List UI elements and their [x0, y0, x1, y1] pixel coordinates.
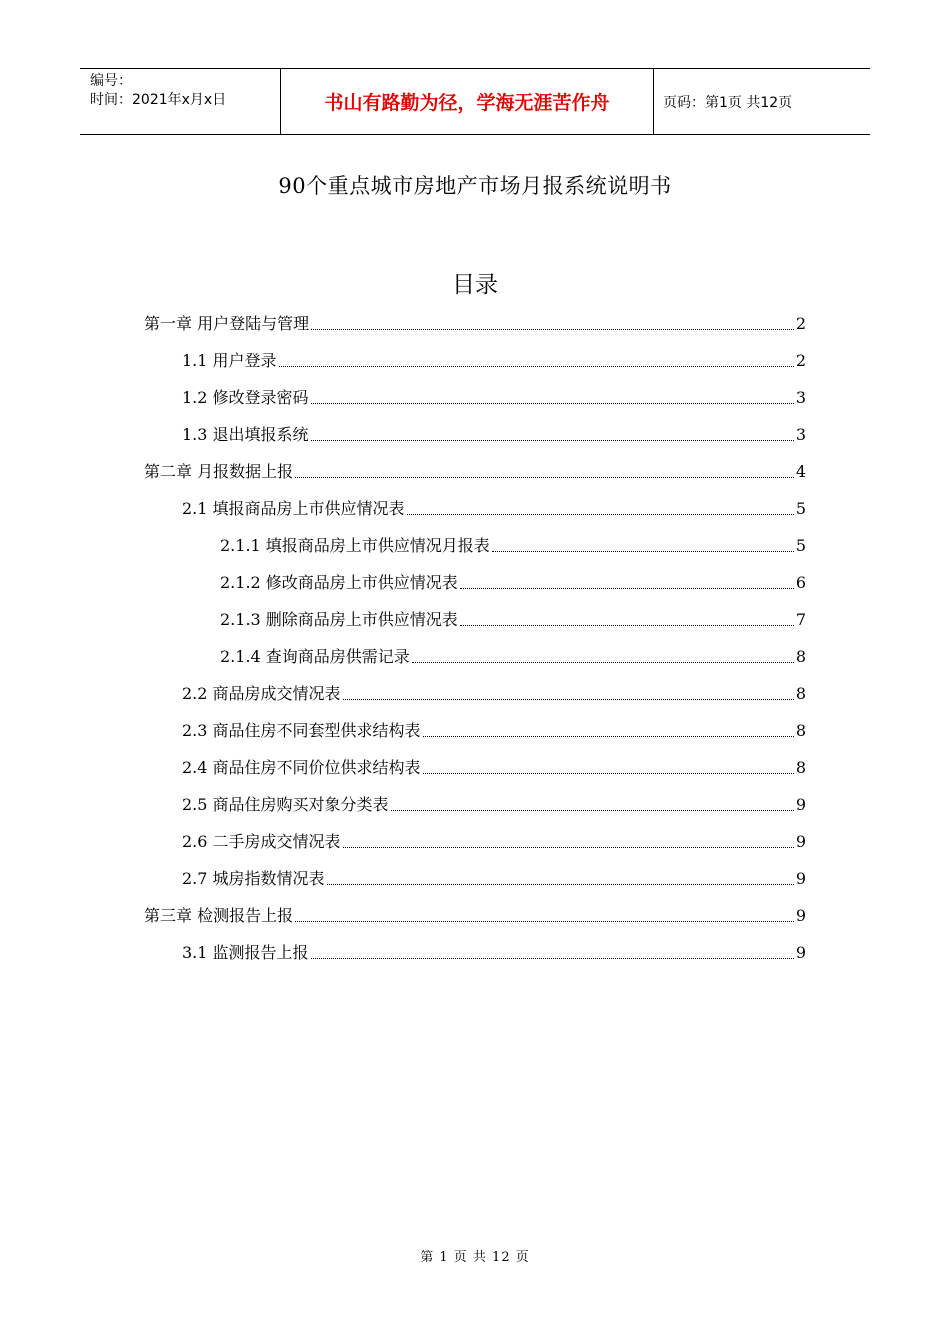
toc-entry-label: 1.2 修改登录密码 [182, 388, 309, 407]
toc-entry-label: 2.7 城房指数情况表 [182, 869, 325, 888]
toc-entry[interactable] [220, 525, 806, 562]
toc-entry[interactable] [182, 488, 806, 525]
toc-entry-label: 3.1 监测报告上报 [182, 943, 309, 962]
toc-entry-page: 9 [795, 795, 806, 814]
toc-entry[interactable] [182, 932, 806, 969]
page-footer: 第 1 页 共 12 页 [420, 1250, 530, 1265]
toc-entry-page: 9 [795, 943, 806, 962]
header-motto: 书山有路勤为径，学海无涯苦作舟 [281, 69, 654, 134]
toc-entry-label: 2.1.4 查询商品房供需记录 [220, 647, 410, 666]
toc-heading: 目录 [452, 272, 498, 298]
toc-entry-label: 2.3 商品住房不同套型供求结构表 [182, 721, 421, 740]
toc-entry[interactable] [182, 377, 806, 414]
header-page-info: 页码：第1页 共12页 [663, 94, 793, 111]
page-header [80, 68, 870, 135]
toc-dot-leader [311, 957, 794, 959]
toc-entry-label: 2.6 二手房成交情况表 [182, 832, 341, 851]
toc-entry-page: 5 [795, 536, 806, 555]
toc-dot-leader [311, 328, 794, 330]
toc-entry[interactable] [182, 340, 806, 377]
toc-entry-label: 2.1 填报商品房上市供应情况表 [182, 499, 405, 518]
toc-dot-leader [423, 735, 794, 737]
toc-entry-page: 3 [795, 425, 806, 444]
toc-dot-leader [295, 476, 794, 478]
toc-entry-page: 5 [795, 499, 806, 518]
toc-entry[interactable] [220, 599, 806, 636]
toc-entry[interactable] [144, 895, 806, 932]
header-number: 编号： [90, 73, 132, 89]
toc-entry[interactable] [144, 451, 806, 488]
toc-entry[interactable] [182, 710, 806, 747]
toc-entry-label: 1.1 用户登录 [182, 351, 277, 370]
toc-entry[interactable] [182, 784, 806, 821]
toc-entry-label: 2.1.3 删除商品房上市供应情况表 [220, 610, 458, 629]
toc-entry-page: 8 [795, 758, 806, 777]
toc-dot-leader [279, 365, 794, 367]
header-meta [80, 69, 281, 134]
toc-dot-leader [295, 920, 794, 922]
header-time: 时间：2021年x月x日 [90, 92, 227, 108]
toc-entry-label: 第一章 用户登陆与管理 [144, 314, 310, 333]
toc-entry-page: 9 [795, 832, 806, 851]
toc-entry-label: 1.3 退出填报系统 [182, 425, 309, 444]
toc-dot-leader [460, 624, 794, 626]
toc-dot-leader [391, 809, 794, 811]
toc-dot-leader [311, 402, 794, 404]
toc-entry-label: 2.4 商品住房不同价位供求结构表 [182, 758, 421, 777]
toc-entry-page: 9 [795, 869, 806, 888]
toc-entry-label: 2.1.2 修改商品房上市供应情况表 [220, 573, 458, 592]
toc-entry-label: 2.5 商品住房购买对象分类表 [182, 795, 389, 814]
toc-entry-page: 4 [795, 462, 806, 481]
toc-entry[interactable] [220, 562, 806, 599]
toc-entry-page: 8 [795, 684, 806, 703]
toc-entry[interactable] [182, 414, 806, 451]
toc-dot-leader [492, 550, 794, 552]
toc-entry-page: 9 [795, 906, 806, 925]
toc-entry-page: 2 [795, 314, 806, 333]
toc-entry[interactable] [182, 858, 806, 895]
toc-dot-leader [423, 772, 794, 774]
toc-dot-leader [343, 698, 794, 700]
toc-entry-page: 7 [795, 610, 806, 629]
toc-entry[interactable] [182, 821, 806, 858]
toc-entry[interactable] [182, 673, 806, 710]
toc-dot-leader [311, 439, 794, 441]
toc-entry-page: 2 [795, 351, 806, 370]
toc-dot-leader [343, 846, 794, 848]
toc-entry[interactable] [144, 303, 806, 340]
toc-dot-leader [460, 587, 794, 589]
toc-entry-label: 2.2 商品房成交情况表 [182, 684, 341, 703]
toc-entry-page: 8 [795, 647, 806, 666]
toc-entry-label: 第三章 检测报告上报 [144, 906, 294, 925]
toc-dot-leader [327, 883, 794, 885]
toc-entry-page: 8 [795, 721, 806, 740]
toc-entry-label: 2.1.1 填报商品房上市供应情况月报表 [220, 536, 490, 555]
toc-entry-page: 3 [795, 388, 806, 407]
toc-entry[interactable] [182, 747, 806, 784]
toc-dot-leader [412, 661, 794, 663]
toc-entry-label: 第二章 月报数据上报 [144, 462, 294, 481]
document-title: 90个重点城市房地产市场月报系统说明书 [278, 174, 672, 198]
toc-entry-page: 6 [795, 573, 806, 592]
toc-entry[interactable] [220, 636, 806, 673]
toc-dot-leader [407, 513, 794, 515]
